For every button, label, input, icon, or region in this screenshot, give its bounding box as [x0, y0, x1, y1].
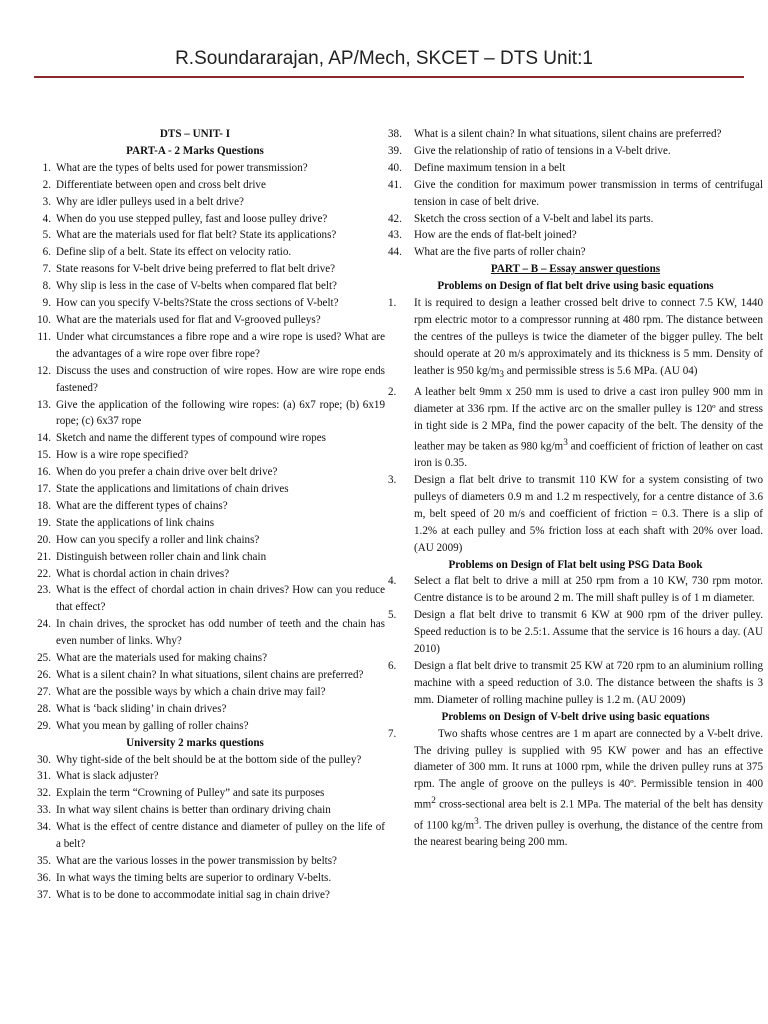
question-number: 24.	[37, 618, 51, 631]
question-text: What are the possible ways by which a chain drive may fail?	[56, 685, 326, 698]
question-number: 35.	[37, 854, 51, 867]
university-list	[5, 752, 385, 904]
question-text: Give the relationship of ratio of tensions in a V-belt drive.	[414, 144, 671, 157]
question-item	[5, 802, 385, 819]
question-number: 1.	[42, 161, 51, 174]
question-text: When do you use stepped pulley, fast and loose pulley drive?	[56, 212, 328, 225]
question-item	[5, 244, 385, 261]
question-text: In what way silent chains is better than ordinary driving chain	[56, 804, 331, 817]
question-number: 26.	[37, 669, 51, 681]
superscript: 3	[563, 437, 568, 448]
question-text: Differentiate between open and cross belt drive	[56, 178, 266, 191]
question-item	[5, 481, 385, 498]
question-item	[5, 278, 385, 295]
question-number: 31.	[37, 770, 51, 783]
question-text: What are the materials used for flat belt? State its applications?	[56, 229, 337, 242]
problem-number: 6.	[388, 660, 397, 672]
right-column	[388, 126, 763, 851]
question-item	[5, 566, 385, 583]
question-item	[5, 261, 385, 278]
question-item	[5, 887, 385, 904]
question-item	[5, 227, 385, 244]
question-number: 4.	[42, 212, 51, 225]
question-number: 33.	[37, 804, 51, 817]
question-item	[5, 430, 385, 447]
problem-item	[388, 384, 763, 472]
question-number: 9.	[42, 297, 51, 310]
page-header: R.Soundararajan, AP/Mech, SKCET – DTS Unit:1	[175, 48, 593, 69]
question-text: How can you specify a roller and link chains?	[56, 533, 260, 546]
question-number: 16.	[37, 466, 51, 479]
problem-number: 2.	[388, 385, 397, 398]
question-text: What are the different types of chains?	[56, 499, 228, 512]
question-text: How is a wire rope specified?	[56, 449, 189, 462]
question-text: What is chordal action in chain drives?	[56, 567, 230, 580]
problem-text: Design a flat belt drive to transmit 25 KW at 720 rpm to an aluminium rolling machine with a speed reduction of 3.0. The distance between the shafts is 3 mm. Diameter of rolling machine pulley is 1.2 m. (AU 2009)	[414, 660, 763, 706]
subscript: 3	[499, 369, 504, 380]
left-column	[5, 126, 385, 904]
question-item	[5, 870, 385, 887]
question-item	[5, 211, 385, 228]
problem-text	[412, 726, 763, 852]
question-item	[388, 227, 763, 244]
question-number: 28.	[37, 702, 51, 715]
question-item	[5, 785, 385, 802]
question-text: In chain drives, the sprocket has odd number of teeth and the chain has even number of links. Why?	[56, 618, 385, 648]
question-number: 32.	[37, 787, 51, 800]
part-b-heading: PART – B – Essay answer questions	[490, 263, 661, 276]
question-text: What are the types of belts used for power transmission?	[56, 161, 308, 174]
question-text: What is slack adjuster?	[56, 770, 159, 783]
problem-text: Design a flat belt drive to transmit 6 KW at 900 rpm of the driver pulley. Speed reduction is to be 2.5:1. Assume that the service is 16 hours a day. (AU 2010)	[414, 609, 763, 656]
question-text: What is ‘back sliding’ in chain drives?	[56, 702, 227, 715]
question-number: 22.	[37, 567, 51, 580]
question-number: 6.	[42, 246, 51, 259]
question-number: 5.	[42, 229, 51, 242]
question-text: What is a silent chain? In what situations, silent chains are preferred?	[414, 128, 722, 140]
problem-item	[388, 607, 763, 658]
question-text: How are the ends of flat-belt joined?	[414, 229, 577, 242]
part-a-list-cont	[388, 126, 763, 261]
question-item	[5, 312, 385, 329]
question-number: 37.	[37, 888, 51, 901]
question-item	[5, 819, 385, 853]
question-number: 25.	[37, 652, 51, 665]
question-item	[388, 126, 763, 143]
question-number: 20.	[37, 533, 51, 546]
problem-text-part: Two shafts whose centres are 1 m apart are connected by a V-belt drive. The driving pulley is supplied with 95 KW power and has an effective diameter of 300 mm. It runs at 1000 rpm, while the driven pulley runs at 375 rpm. The angle of groove on the pulleys is 40º. Permissible tension in 400 mm	[414, 727, 763, 811]
question-number: 44.	[388, 246, 402, 259]
superscript: 2	[431, 796, 436, 807]
question-text: Why are idler pulleys used in a belt drive?	[56, 195, 244, 208]
problem-text-part: and coefficient of friction of leather on cast iron is 0.35.	[414, 440, 763, 470]
problem-text-part: . The driven pulley is overhung, the distance of the centre from the nearest bearing being 200 mm.	[414, 819, 763, 849]
question-text: Distinguish between roller chain and link chain	[56, 550, 267, 563]
problem-text-part: cross-sectional area belt is 2.1 MPa. The material of the belt has density of 1100 kg/m	[414, 798, 763, 832]
question-item	[5, 177, 385, 194]
question-number: 30.	[37, 753, 51, 766]
question-item	[5, 853, 385, 870]
question-item	[5, 397, 385, 431]
question-number: 18.	[37, 499, 51, 512]
problem-text-part: A leather belt 9mm x 250 mm is used to drive a cast iron pulley 900 mm in diameter at 336 rpm. If the active arc on the smaller pulley is 120º and stress in tight side is 2 MPa, find the power capacity of the belt. The density of the leather may be taken as 980 kg/m	[414, 385, 763, 453]
superscript: 3	[474, 816, 479, 827]
question-number: 40.	[388, 161, 402, 174]
question-text: Discuss the uses and construction of wire ropes. How are wire rope ends fastened?	[56, 364, 385, 394]
problem-text-part: It is required to design a leather crossed belt drive to connect 7.5 KW, 1440 rpm electric motor to a compressor running at 480 rpm. The distance between the centres of the pulleys is twice the diameter of the bigger pulley. The belt should operate at 20 m/s approximately and its thickness is 5 mm. Density of leather is 950 kg/m	[414, 297, 763, 377]
question-number: 41.	[388, 178, 402, 191]
question-number: 15.	[37, 449, 51, 462]
question-number: 11.	[37, 330, 51, 343]
question-item	[5, 582, 385, 616]
question-number: 7.	[42, 263, 51, 276]
question-text: Sketch the cross section of a V-belt and label its parts.	[414, 212, 654, 225]
question-text: Give the application of the following wire ropes: (a) 6x7 rope; (b) 6x19 rope; (c) 6x37 rope	[56, 398, 385, 428]
question-item	[5, 363, 385, 397]
question-item	[5, 718, 385, 735]
question-item	[5, 684, 385, 701]
question-item	[5, 498, 385, 515]
question-number: 13.	[37, 398, 51, 411]
question-text: When do you prefer a chain drive over belt drive?	[56, 466, 278, 479]
problem-number: 4.	[388, 575, 397, 588]
question-item	[5, 650, 385, 667]
question-text: Give the condition for maximum power transmission in terms of centrifugal tension in case of belt drive.	[414, 178, 763, 208]
question-number: 39.	[388, 144, 402, 157]
university-questions-heading: University 2 marks questions	[126, 736, 264, 749]
question-text: Define maximum tension in a belt	[414, 161, 566, 174]
question-item	[5, 768, 385, 785]
problem-text	[412, 384, 763, 472]
question-text: Sketch and name the different types of compound wire ropes	[56, 432, 326, 445]
question-item	[5, 752, 385, 769]
section-v-belt-basic: Problems on Design of V-belt drive using basic equations	[441, 710, 710, 723]
question-item	[5, 329, 385, 363]
unit-title: DTS – UNIT- I	[159, 128, 231, 140]
question-text: State reasons for V-belt drive being preferred to flat belt drive?	[56, 263, 336, 276]
question-number: 17.	[37, 483, 51, 496]
question-item	[5, 701, 385, 718]
problem-text	[412, 295, 763, 384]
question-text: State the applications of link chains	[56, 516, 215, 529]
question-number: 21.	[37, 550, 51, 563]
question-text: What is the effect of centre distance and diameter of pulley on the life of a belt?	[56, 821, 385, 851]
question-text: Why tight-side of the belt should be at the bottom side of the pulley?	[56, 753, 362, 766]
question-number: 23.	[37, 584, 51, 597]
question-number: 36.	[37, 871, 51, 884]
question-number: 43.	[388, 229, 402, 242]
question-item	[5, 194, 385, 211]
problem-number: 7.	[388, 727, 397, 740]
question-number: 38.	[388, 128, 402, 140]
question-item	[388, 211, 763, 228]
question-number: 29.	[37, 719, 51, 732]
question-number: 10.	[37, 313, 51, 326]
question-item	[5, 295, 385, 312]
problem-number: 3.	[388, 474, 397, 487]
problem-item	[388, 472, 763, 557]
question-text: What is a silent chain? In what situations, silent chains are preferred?	[56, 669, 364, 681]
problem-number: 1.	[388, 297, 397, 310]
question-text: What are the materials used for flat and V-grooved pulleys?	[56, 313, 321, 326]
problem-text: Select a flat belt to drive a mill at 250 rpm from a 10 KW, 730 rpm motor. Centre distance is to be around 2 m. The mill shaft pulley is of 1 m diameter.	[414, 575, 763, 605]
question-number: 12.	[37, 364, 51, 377]
question-number: 27.	[37, 685, 51, 698]
question-text: What is the effect of chordal action in chain drives? How can you reduce that effect?	[56, 584, 385, 614]
section-flat-belt-psg: Problems on Design of Flat belt using PSG Data Book	[448, 558, 703, 571]
question-item	[5, 464, 385, 481]
part-a-list	[5, 160, 385, 735]
question-text: State the applications and limitations of chain drives	[56, 483, 289, 496]
question-text: What is to be done to accommodate initial sag in chain drive?	[56, 888, 330, 901]
problem-item	[388, 295, 763, 384]
problem-text-part: and permissible stress is 5.6 MPa. (AU 04)	[503, 364, 698, 377]
problem-item	[388, 573, 763, 607]
question-item	[388, 244, 763, 261]
question-item	[5, 667, 385, 684]
question-number: 3.	[42, 195, 51, 208]
question-item	[5, 160, 385, 177]
question-item	[388, 143, 763, 160]
question-item	[5, 532, 385, 549]
problem-item	[388, 726, 763, 852]
question-item	[5, 447, 385, 464]
question-item	[388, 177, 763, 211]
question-text: What you mean by galling of roller chains?	[56, 719, 249, 732]
section-flat-belt-basic: Problems on Design of flat belt drive using basic equations	[437, 280, 714, 293]
question-text: Define slip of a belt. State its effect on velocity ratio.	[56, 246, 292, 259]
question-item	[388, 160, 763, 177]
question-text: Why slip is less in the case of V-belts when compared flat belt?	[56, 280, 337, 293]
question-number: 14.	[37, 432, 51, 445]
question-item	[5, 616, 385, 650]
question-number: 42.	[388, 212, 402, 225]
question-number: 34.	[37, 821, 51, 834]
question-text: Explain the term “Crowning of Pulley” and sate its purposes	[56, 787, 325, 800]
part-a-heading: PART-A - 2 Marks Questions	[126, 144, 264, 157]
question-text: Under what circumstances a fibre rope and a wire rope is used? What are the advantages of a wire rope over fibre rope?	[56, 330, 385, 360]
problem-item	[388, 658, 763, 709]
question-number: 8.	[42, 280, 51, 293]
question-text: In what ways the timing belts are superior to ordinary V-belts.	[56, 871, 332, 884]
question-item	[5, 515, 385, 532]
header-rule	[34, 76, 744, 78]
question-number: 19.	[37, 516, 51, 529]
question-number: 2.	[42, 178, 51, 191]
question-text: What are the various losses in the power transmission by belts?	[56, 854, 337, 867]
question-text: What are the materials used for making chains?	[56, 652, 268, 665]
problem-number: 5.	[388, 609, 397, 622]
question-item	[5, 549, 385, 566]
question-text: What are the five parts of roller chain?	[414, 246, 586, 259]
problem-text: Design a flat belt drive to transmit 110 KW for a system consisting of two pulleys of diameters 0.9 m and 1.2 m respectively, for a centre distance of 3.6 m, belt speed of 20 m/s and coefficient of friction = 0.3. There is a slip of 1.2% at each pulley and 5% friction loss at each shaft with 20% over load. (AU 2009)	[414, 474, 763, 554]
question-text: How can you specify V-belts?State the cross sections of V-belt?	[56, 297, 339, 310]
